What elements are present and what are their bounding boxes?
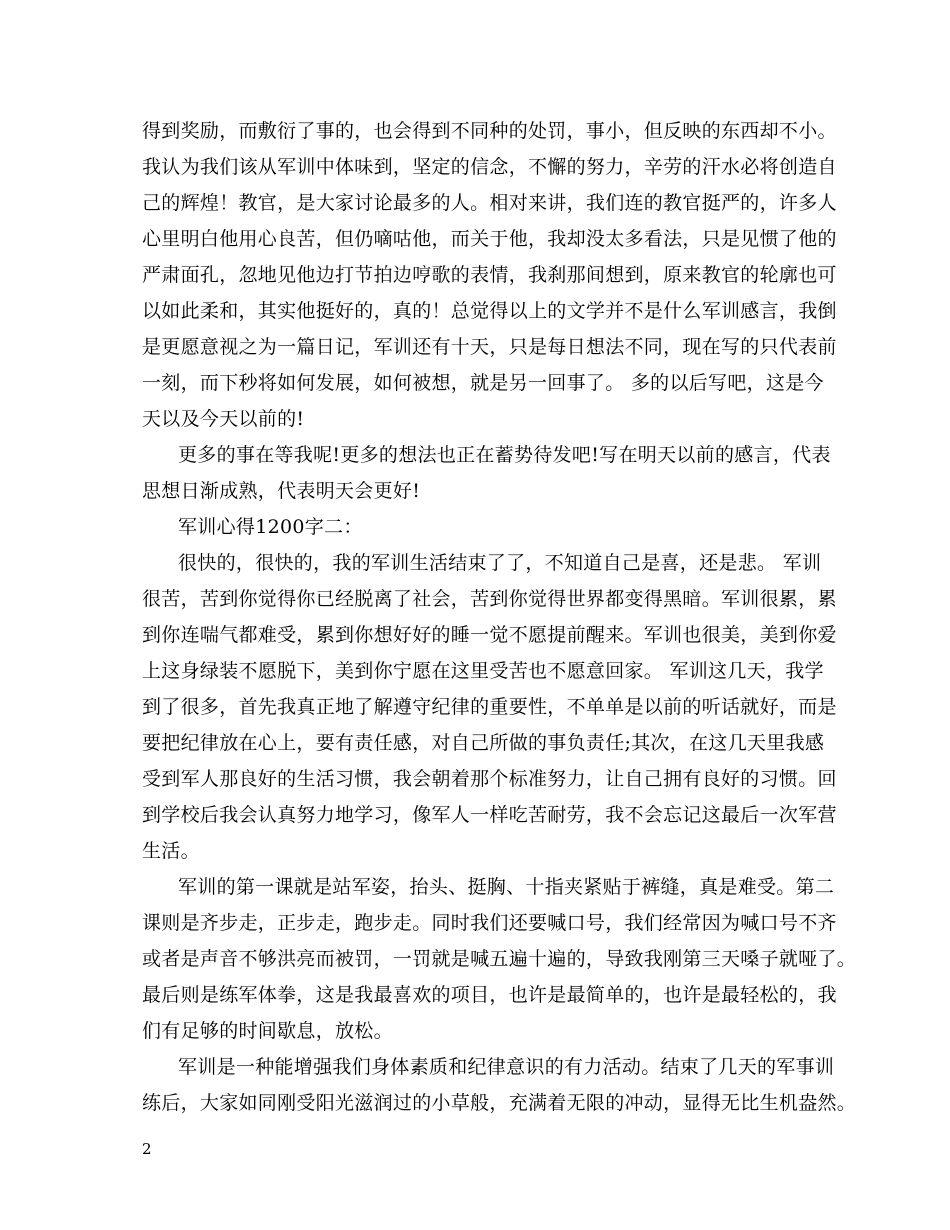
paragraph-start-line: 军训的第一课就是站军姿，抬头、挺胸、十指夹紧贴于裤缝，真是难受。第二	[178, 876, 835, 898]
text-line: 我认为我们该从军训中体味到，坚定的信念，不懈的努力，辛劳的汗水必将创造自	[142, 156, 837, 178]
text-line: 一刻，而下秒将如何发展，如何被想，就是另一回事了。 多的以后写吧，这是今	[142, 372, 824, 394]
text-line: 上这身绿装不愿脱下，美到你宁愿在这里受苦也不愿意回家。 军训这几天，我学	[142, 660, 824, 682]
text-line: 到学校后我会认真努力地学习，像军人一样吃苦耐劳，我不会忘记这最后一次军营	[142, 804, 837, 826]
text-line: 生活。	[142, 840, 200, 862]
text-line: 要把纪律放在心上，要有责任感，对自己所做的事负责任;其次，在这几天里我感	[142, 732, 825, 754]
page-number: 2	[142, 1140, 152, 1158]
text-line: 很苦，苦到你觉得你已经脱离了社会，苦到你觉得世界都变得黑暗。军训很累，累	[142, 588, 837, 610]
text-line: 己的辉煌！教官，是大家讨论最多的人。相对来讲，我们连的教官挺严的，许多人	[142, 192, 837, 214]
text-line: 练后，大家如同刚受阳光滋润过的小草般，充满着无限的冲动，显得无比生机盎然。	[142, 1092, 857, 1114]
text-line: 严肃面孔，忽地见他边打节拍边哼歌的表情，我刹那间想到，原来教官的轮廓也可	[142, 264, 837, 286]
text-line: 是更愿意视之为一篇日记，军训还有十天，只是每日想法不同，现在写的只代表前	[142, 336, 837, 358]
section-heading: 军训心得1200字二：	[178, 516, 363, 538]
text-line: 受到军人那良好的生活习惯，我会朝着那个标准努力，让自己拥有良好的习惯。回	[142, 768, 837, 790]
text-line: 到了很多，首先我真正地了解遵守纪律的重要性，不单单是以前的听话就好，而是	[142, 696, 837, 718]
paragraph-start-line: 军训是一种能增强我们身体素质和纪律意识的有力活动。结束了几天的军事训	[178, 1056, 835, 1078]
text-line: 天以及今天以前的!	[142, 408, 305, 430]
text-line: 最后则是练军体拳，这是我最喜欢的项目，也许是最简单的，也许是最轻松的，我	[142, 984, 837, 1006]
paragraph-start-line: 更多的事在等我呢!更多的想法也正在蓄势待发吧!写在明天以前的感言，代表	[178, 444, 831, 466]
text-line: 们有足够的时间歇息，放松。	[142, 1020, 393, 1042]
text-line: 以如此柔和，其实他挺好的，真的！总觉得以上的文学并不是什么军训感言，我倒	[142, 300, 837, 322]
text-line: 或者是声音不够洪亮而被罚，一罚就是喊五遍十遍的，导致我刚第三天嗓子就哑了。	[142, 948, 857, 970]
text-line: 思想日渐成熟，代表明天会更好!	[142, 480, 421, 502]
paragraph-start-line: 很快的，很快的，我的军训生活结束了了，不知道自己是喜，还是悲。 军训	[178, 552, 822, 574]
text-line: 到你连喘气都难受，累到你想好好的睡一觉不愿提前醒来。军训也很美，美到你爱	[142, 624, 837, 646]
text-line: 得到奖励，而敷衍了事的，也会得到不同种的处罚，事小，但反映的东西却不小。	[142, 120, 837, 142]
text-line: 课则是齐步走，正步走，跑步走。同时我们还要喊口号，我们经常因为喊口号不齐	[142, 912, 837, 934]
text-line: 心里明白他用心良苦，但仍嘀咕他，而关于他，我却没太多看法，只是见惯了他的	[142, 228, 837, 250]
